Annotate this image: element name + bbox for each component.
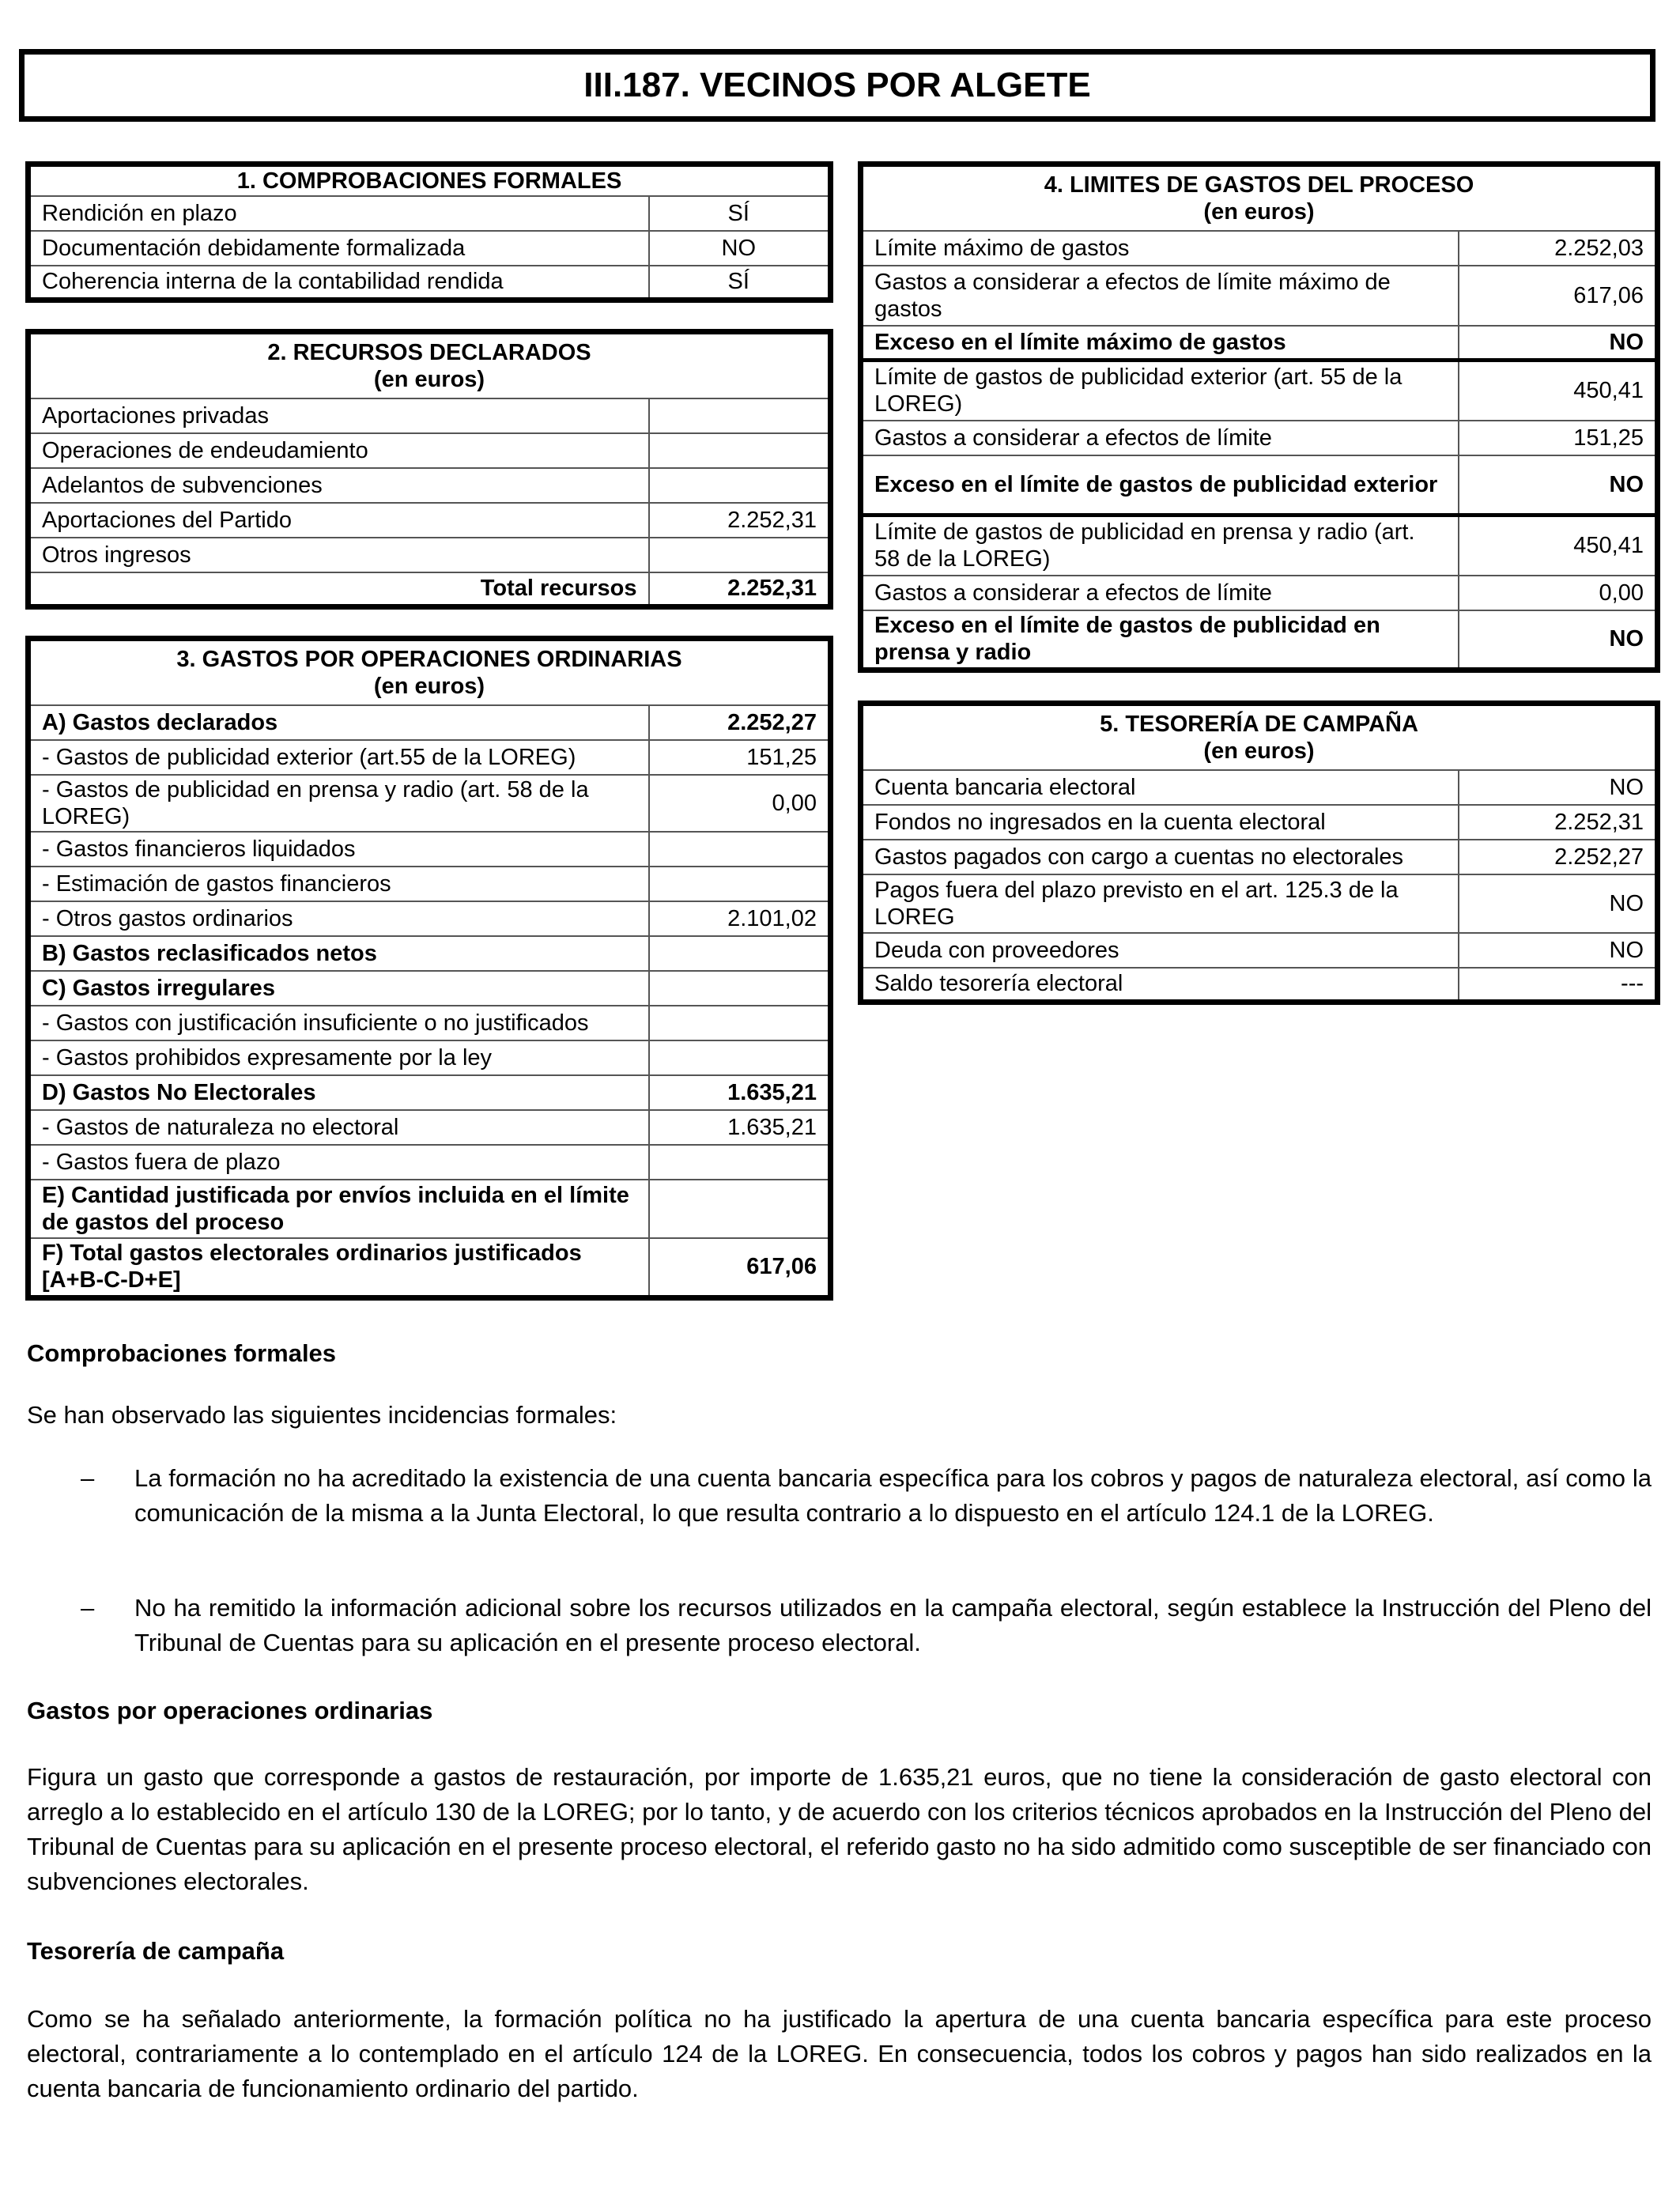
bullet-dash: – [81, 1594, 95, 1622]
row-label: Exceso en el límite de gastos de publicidad en prensa y radio [861, 610, 1459, 670]
section-heading [861, 164, 1658, 231]
page-title: III.187. VECINOS POR ALGETE [19, 49, 1655, 122]
row-label: C) Gastos irregulares [28, 971, 649, 1006]
row-label: A) Gastos declarados [28, 705, 649, 740]
row-label: Límite de gastos de publicidad en prensa y radio (art. 58 de la LOREG) [861, 515, 1459, 576]
bullet-text: La formación no ha acreditado la existencia de una cuenta bancaria específica para los cobros y pagos de naturaleza electoral, así como la comunicación de la misma a la Junta Electoral, lo que resulta contrario a lo dispuesto en el artículo 124.1 de la LOREG. [134, 1464, 1652, 1527]
row-value [649, 433, 831, 468]
row-value: 151,25 [649, 740, 831, 775]
section-heading: 1. COMPROBACIONES FORMALES [28, 164, 831, 196]
row-label: - Otros gastos ordinarios [28, 901, 649, 936]
heading-tesoreria: Tesorería de campaña [27, 1937, 285, 1965]
row-value [649, 1040, 831, 1075]
row-label: E) Cantidad justificada por envíos incluida en el límite de gastos del proceso [28, 1180, 649, 1238]
heading-comprobaciones: Comprobaciones formales [27, 1339, 337, 1367]
row-label: Gastos a considerar a efectos de límite [861, 576, 1459, 610]
row-label: Aportaciones del Partido [28, 503, 649, 538]
row-value [649, 538, 831, 572]
heading-gastos: Gastos por operaciones ordinarias [27, 1697, 433, 1724]
table-recursos-declarados [25, 329, 833, 610]
row-value: 2.252,27 [649, 705, 831, 740]
row-label: Rendición en plazo [28, 196, 649, 231]
total-value: 2.252,31 [649, 572, 831, 607]
row-value: NO [649, 231, 831, 266]
row-label: F) Total gastos electorales ordinarios justificados [A+B-C-D+E] [28, 1238, 649, 1298]
row-label: Límite de gastos de publicidad exterior (art. 55 de la LOREG) [861, 361, 1459, 421]
section-subtitle: (en euros) [373, 673, 485, 699]
row-value [649, 1180, 831, 1238]
row-label: Cuenta bancaria electoral [861, 770, 1459, 805]
row-value: 0,00 [649, 775, 831, 832]
row-value: NO [1459, 610, 1658, 670]
row-value: NO [1459, 874, 1658, 933]
row-value: 2.252,03 [1459, 231, 1658, 266]
row-value: NO [1459, 933, 1658, 968]
row-value: 450,41 [1459, 361, 1658, 421]
row-value: 450,41 [1459, 515, 1658, 576]
row-label: - Gastos prohibidos expresamente por la ley [28, 1040, 649, 1075]
row-value: NO [1459, 770, 1658, 805]
row-label: Exceso en el límite máximo de gastos [861, 326, 1459, 361]
row-label: Exceso en el límite de gastos de publicidad exterior [861, 455, 1459, 515]
row-value [649, 1145, 831, 1180]
section-title: 5. TESORERÍA DE CAMPAÑA [1100, 711, 1418, 737]
bullet-text: No ha remitido la información adicional sobre los recursos utilizados en la campaña electoral, según establece la Instrucción del Pleno del Tribunal de Cuentas para su aplicación en el presente proceso electoral. [134, 1594, 1652, 1656]
row-value: 2.252,31 [1459, 805, 1658, 840]
row-value: 1.635,21 [649, 1075, 831, 1110]
row-label: Saldo tesorería electoral [861, 968, 1459, 1003]
row-value: 1.635,21 [649, 1110, 831, 1145]
row-value: 151,25 [1459, 421, 1658, 455]
row-label: B) Gastos reclasificados netos [28, 936, 649, 971]
row-label: D) Gastos No Electorales [28, 1075, 649, 1110]
section-title: 2. RECURSOS DECLARADOS [267, 339, 591, 365]
bullet-dash: – [81, 1464, 95, 1492]
row-label: Aportaciones privadas [28, 398, 649, 433]
section-heading [28, 639, 831, 705]
row-value [649, 1006, 831, 1040]
row-label: Límite máximo de gastos [861, 231, 1459, 266]
row-value: --- [1459, 968, 1658, 1003]
row-label: Adelantos de subvenciones [28, 468, 649, 503]
row-value [649, 468, 831, 503]
row-label: Deuda con proveedores [861, 933, 1459, 968]
row-value: NO [1459, 326, 1658, 361]
paragraph-gastos: Figura un gasto que corresponde a gastos de restauración, por importe de 1.635,21 euros, que no tiene la consideración de gasto electoral con arreglo a lo establecido en el artículo 130 de la LOREG; por lo tanto, y de acuerdo con los criterios técnicos aprobados en la Instrucción del Pleno del Tribunal de Cuentas para su aplicación en el presente proceso electoral, el referido gasto no ha sido admitido como susceptible de ser financiado con subvenciones electorales. [27, 1763, 1652, 1895]
row-label: Pagos fuera del plazo previsto en el art. 125.3 de la LOREG [861, 874, 1459, 933]
section-title: 3. GASTOS POR OPERACIONES ORDINARIAS [176, 646, 682, 672]
row-label: Gastos a considerar a efectos de límite [861, 421, 1459, 455]
row-value: 0,00 [1459, 576, 1658, 610]
row-label: Documentación debidamente formalizada [28, 231, 649, 266]
row-label: Coherencia interna de la contabilidad rendida [28, 266, 649, 300]
table-limites-gastos [858, 161, 1660, 673]
row-label: - Gastos financieros liquidados [28, 832, 649, 867]
row-label: - Gastos de publicidad exterior (art.55 de la LOREG) [28, 740, 649, 775]
row-value: 2.252,31 [649, 503, 831, 538]
row-value [649, 398, 831, 433]
list-item [27, 1591, 1652, 1660]
row-value: SÍ [649, 266, 831, 300]
row-label: Operaciones de endeudamiento [28, 433, 649, 468]
row-value: 2.101,02 [649, 901, 831, 936]
row-value [649, 867, 831, 901]
row-label: - Gastos de publicidad en prensa y radio (art. 58 de la LOREG) [28, 775, 649, 832]
row-value: 617,06 [649, 1238, 831, 1298]
row-label: - Gastos fuera de plazo [28, 1145, 649, 1180]
row-label: - Gastos con justificación insuficiente o no justificados [28, 1006, 649, 1040]
total-label: Total recursos [28, 572, 649, 607]
section-subtitle: (en euros) [1203, 198, 1315, 225]
row-value [649, 832, 831, 867]
section-subtitle: (en euros) [1203, 738, 1315, 764]
row-label: - Gastos de naturaleza no electoral [28, 1110, 649, 1145]
table-tesoreria-campana [858, 700, 1660, 1005]
row-value: NO [1459, 455, 1658, 515]
row-value [649, 971, 831, 1006]
table-comprobaciones-formales [25, 161, 833, 303]
row-value: 2.252,27 [1459, 840, 1658, 874]
section-heading [861, 704, 1658, 770]
row-value [649, 936, 831, 971]
row-value: SÍ [649, 196, 831, 231]
row-label: Otros ingresos [28, 538, 649, 572]
section-heading [28, 332, 831, 398]
section-subtitle: (en euros) [373, 366, 485, 392]
paragraph-tesoreria: Como se ha señalado anteriormente, la formación política no ha justificado la apertura de una cuenta bancaria específica para este proceso electoral, contrariamente a lo contemplado en el artículo 124 de la LOREG. En consecuencia, todos los cobros y pagos han sido realizados en la cuenta bancaria de funcionamiento ordinario del partido. [27, 2005, 1652, 2102]
row-label: Gastos a considerar a efectos de límite máximo de gastos [861, 266, 1459, 326]
table-gastos-ordinarios [25, 636, 833, 1301]
row-label: Fondos no ingresados en la cuenta electoral [861, 805, 1459, 840]
section-title: 4. LIMITES DE GASTOS DEL PROCESO [1044, 172, 1474, 198]
row-label: - Estimación de gastos financieros [28, 867, 649, 901]
paragraph-intro: Se han observado las siguientes incidencias formales: [27, 1401, 617, 1429]
list-item [27, 1461, 1652, 1531]
row-label: Gastos pagados con cargo a cuentas no electorales [861, 840, 1459, 874]
row-value: 617,06 [1459, 266, 1658, 326]
